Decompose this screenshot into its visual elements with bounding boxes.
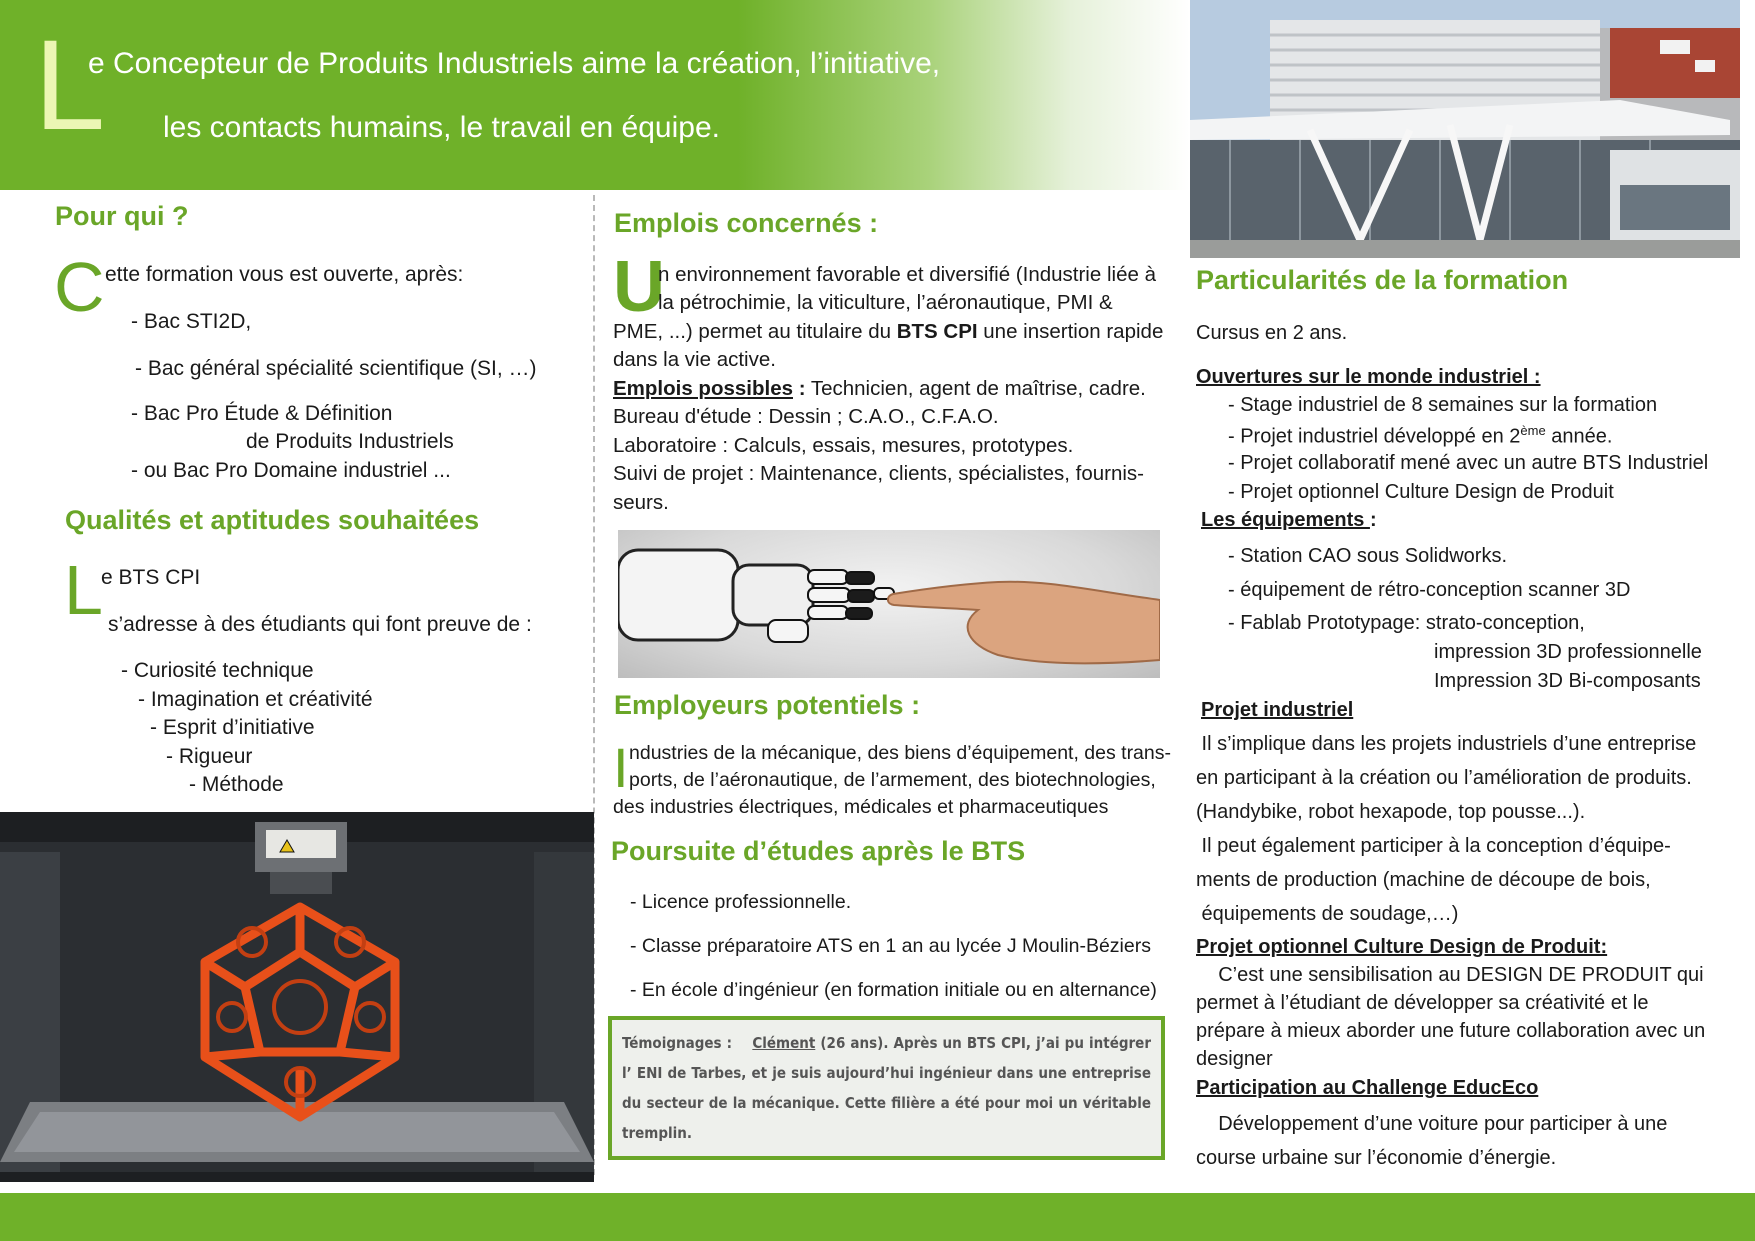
ouvertures-item: - Stage industriel de 8 semaines sur la formation <box>1228 394 1658 416</box>
design-line: permet à l’étudiant de développer sa créativité et le <box>1196 992 1649 1014</box>
emplois-laboratoire: Laboratoire : Calculs, essais, mesures, prototypes. <box>613 434 1074 457</box>
equipements-item: Impression 3D Bi-composants <box>1434 670 1701 692</box>
design-line: C’est une sensibilisation au DESIGN DE PRODUIT qui <box>1196 964 1704 986</box>
pour-qui-intro: ette formation vous est ouverte, après: <box>105 263 464 286</box>
qualites-item: - Esprit d’initiative <box>150 716 315 739</box>
qualites-item: - Curiosité technique <box>121 659 314 682</box>
cursus-text: Cursus en 2 ans. <box>1196 322 1348 344</box>
pour-qui-dropcap: C <box>54 248 105 326</box>
pour-qui-item: - Bac Pro Étude & Définition <box>131 402 393 425</box>
projet-line: équipements de soudage,…) <box>1196 903 1459 925</box>
testimonial-box <box>608 1016 1165 1160</box>
header-line-1: e Concepteur de Produits Industriels aime la création, l’initiative, <box>88 47 941 80</box>
qualites-item: - Imagination et créativité <box>138 688 373 711</box>
ouvertures-title: Ouvertures sur le monde industriel : <box>1196 366 1541 388</box>
pour-qui-item: - Bac STI2D, <box>131 310 252 333</box>
emplois-suivi-2: seurs. <box>613 491 669 514</box>
emplois-line-b: la pétrochimie, la viticulture, l’aéronautique, PMI & <box>658 291 1113 314</box>
projet-line: (Handybike, robot hexapode, top pousse...). <box>1196 801 1586 823</box>
ouvertures-item: - Projet industriel développé en 2ème année. <box>1228 423 1613 448</box>
projet-line: Il s’implique dans les projets industriels d’une entreprise <box>1196 733 1697 755</box>
challenge-line: Développement d’une voiture pour participer à une <box>1196 1113 1668 1135</box>
poursuite-item: - Licence professionnelle. <box>630 891 852 913</box>
projet-line: ments de production (machine de découpe de bois, <box>1196 869 1651 891</box>
footer-bar <box>0 1193 1755 1241</box>
robot-hand-photo <box>618 530 1160 678</box>
employeurs-line-1: ndustries de la mécanique, des biens d’équipement, des trans- <box>629 742 1171 764</box>
qualites-line-2: s’adresse à des étudiants qui font preuve de : <box>108 613 532 636</box>
design-line: designer <box>1196 1048 1273 1070</box>
emplois-line-c: PME, ...) permet au titulaire du BTS CPI une insertion rapide <box>613 320 1164 343</box>
ouvertures-item: - Projet collaboratif mené avec un autre BTS Industriel <box>1228 452 1709 474</box>
employeurs-line-2: ports, de l’aéronautique, de l’armement, des biotechnologies, <box>629 769 1156 791</box>
equipements-item: impression 3D professionnelle <box>1434 641 1702 663</box>
pour-qui-title: Pour qui ? <box>55 201 189 231</box>
equipements-item: - Fablab Prototypage: strato-conception, <box>1228 612 1585 634</box>
emplois-dropcap: U <box>613 247 665 327</box>
employeurs-title: Employeurs potentiels : <box>614 690 921 720</box>
projet-industriel-title: Projet industriel <box>1201 699 1354 721</box>
ouvertures-item: - Projet optionnel Culture Design de Produit <box>1228 481 1614 503</box>
poursuite-title: Poursuite d’études après le BTS <box>611 836 1026 866</box>
design-title: Projet optionnel Culture Design de Produit: <box>1196 936 1608 958</box>
3d-printer-photo <box>0 812 594 1182</box>
emplois-line-a: n environnement favorable et diversifié (Industrie liée à <box>658 263 1156 286</box>
emplois-title: Emplois concernés : <box>614 208 879 238</box>
emplois-possibles: Emplois possibles : Technicien, agent de maîtrise, cadre. <box>613 377 1146 400</box>
header-line-2: les contacts humains, le travail en équipe. <box>163 111 720 144</box>
projet-line: en participant à la création ou l’amélioration de produits. <box>1196 767 1692 789</box>
poursuite-item: - Classe préparatoire ATS en 1 an au lycée J Moulin-Béziers <box>630 935 1151 957</box>
qualites-title: Qualités et aptitudes souhaitées <box>65 505 480 535</box>
design-line: prépare à mieux aborder une future collaboration avec un <box>1196 1020 1706 1042</box>
qualites-item: - Méthode <box>189 773 284 796</box>
header-dropcap: L <box>34 14 106 157</box>
pour-qui-item: - Bac général spécialité scientifique (SI, …) <box>135 357 537 380</box>
equipements-item: - équipement de rétro-conception scanner 3D <box>1228 579 1631 601</box>
qualites-item: - Rigueur <box>166 745 253 768</box>
poursuite-item: - En école d’ingénieur (en formation initiale ou en alternance) <box>630 979 1157 1001</box>
robot-hand-illustration <box>618 530 1160 678</box>
building-photo <box>1190 0 1740 258</box>
employeurs-line-3: des industries électriques, médicales et pharmaceutiques <box>613 796 1109 818</box>
employeurs-dropcap: I <box>613 736 629 799</box>
equipements-item: - Station CAO sous Solidworks. <box>1228 545 1507 567</box>
header-banner <box>0 0 1190 190</box>
projet-line: Il peut également participer à la conception d’équipe- <box>1196 835 1671 857</box>
challenge-title: Participation au Challenge EducEco <box>1196 1077 1539 1099</box>
3d-printer-illustration <box>0 812 594 1182</box>
pour-qui-item: - ou Bac Pro Domaine industriel ... <box>131 459 451 482</box>
particularites-title: Particularités de la formation <box>1196 265 1569 295</box>
qualites-line-1: e BTS CPI <box>101 566 201 589</box>
equipements-title: Les équipements : <box>1201 509 1377 531</box>
emplois-bureau: Bureau d'étude : Dessin ; C.A.O., C.F.A.O. <box>613 405 999 428</box>
qualites-dropcap: L <box>64 551 103 629</box>
emplois-line-d: dans la vie active. <box>613 348 776 371</box>
pour-qui-item: de Produits Industriels <box>246 430 454 453</box>
emplois-suivi: Suivi de projet : Maintenance, clients, spécialistes, fournis- <box>613 462 1144 485</box>
testimonial-text: Témoignages : Clément (26 ans). Après un BTS CPI, j’ai pu intégrer l’ ENI de Tarbes, et je suis aujourd’hui ingénieur dans une entreprise du secteur de la mécanique. Cette filière a été pour moi un véritable tremplin. <box>622 1034 1151 1142</box>
building-illustration <box>1190 0 1740 258</box>
challenge-line: course urbaine sur l’économie d’énergie. <box>1196 1147 1557 1169</box>
